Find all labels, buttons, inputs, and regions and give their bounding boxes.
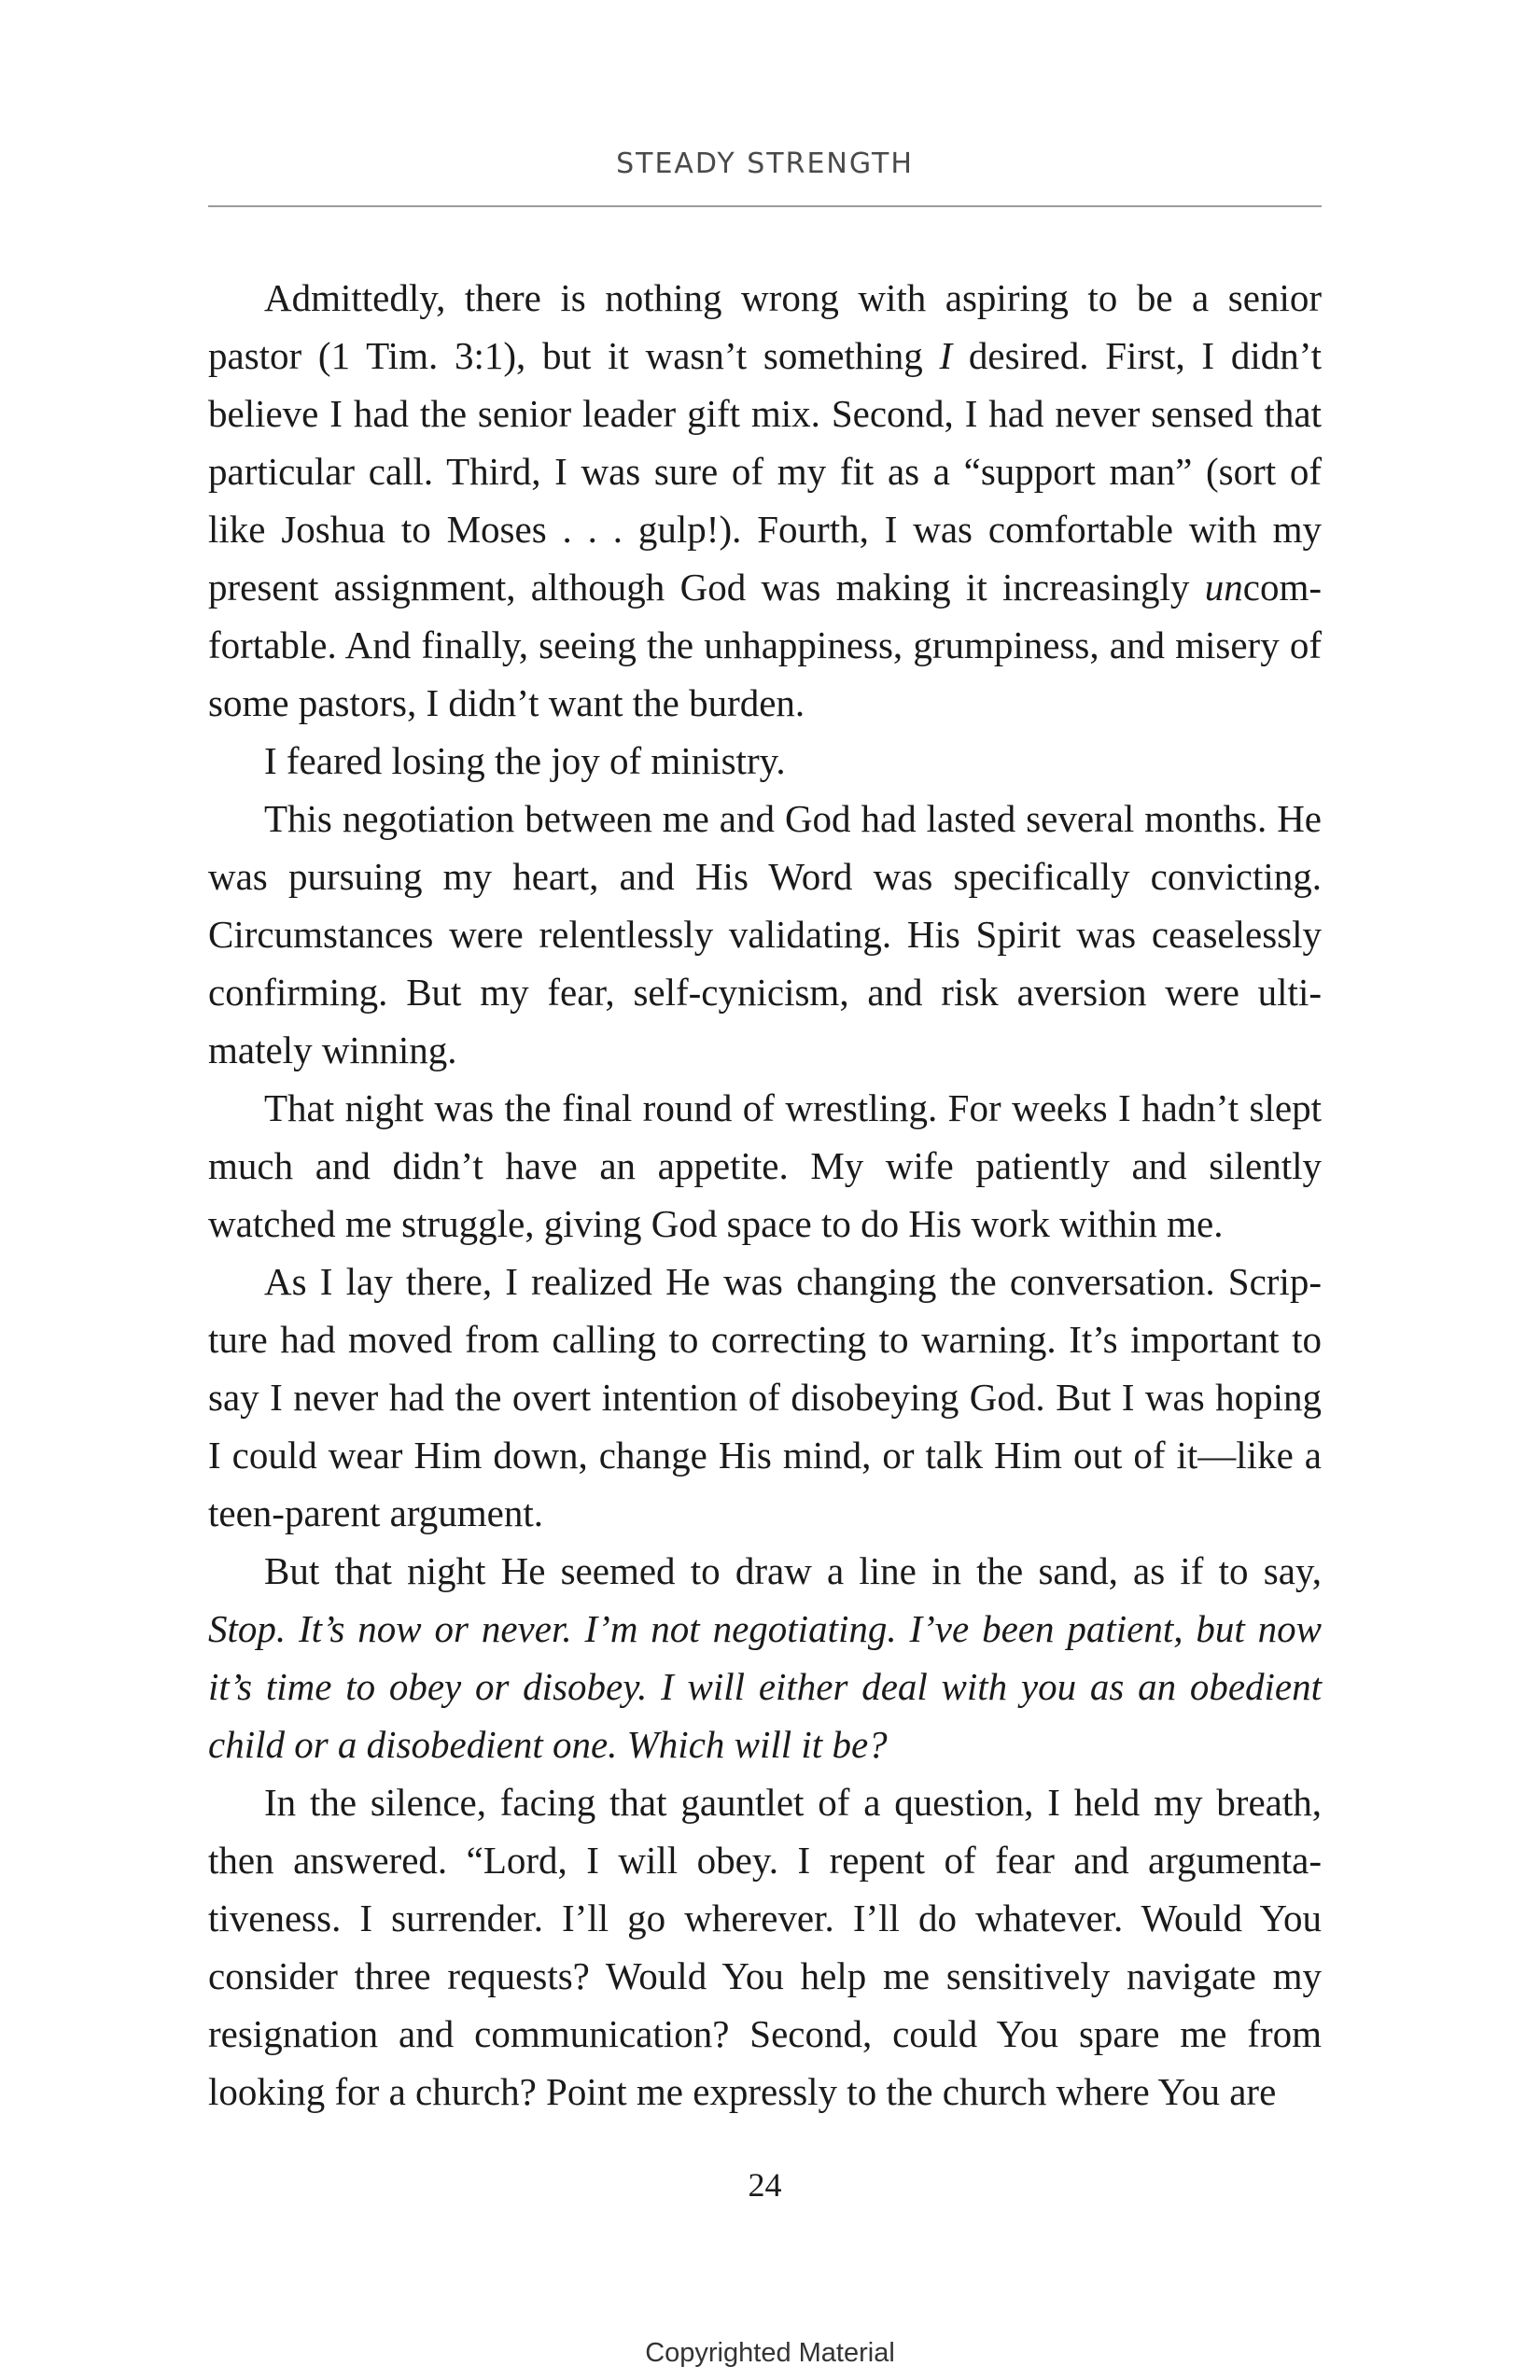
text-run-italic: un: [1204, 566, 1243, 609]
paragraph: [208, 790, 1322, 1079]
text-run-italic: I: [939, 334, 953, 377]
paragraph: [208, 1253, 1322, 1542]
text-run-italic: Stop. It’s now or never. I’m not negotiating. I’ve been patient, but now it’s time to obey or disobey. I will either deal with you as an obedient child or a disobedient one. Which will it be?: [208, 1607, 1322, 1766]
paragraph: [208, 1079, 1322, 1253]
text-run: Admittedly, there is nothing wrong with aspiring to be a senior pastor (1 Tim. 3:1), but it wasn’t something: [208, 276, 1322, 377]
paragraph: [208, 1773, 1322, 2121]
paragraph: [208, 1542, 1322, 1773]
text-run: comfortable. And finally, seeing the unhappiness, grumpiness, and misery of some pastors, I didn’t want the burden.: [208, 566, 1322, 724]
copyright-notice: Copyrighted Material: [645, 2338, 895, 2368]
text-run: As I lay there, I realized He was changing the conversation. Scripture had moved from calling to correcting to warning. It’s important to say I never had the overt intention of disobeying God. But I was hoping I could wear Him down, change His mind, or talk Him out of it—like a teen-parent argument.: [208, 1260, 1322, 1534]
text-run: In the silence, facing that gauntlet of a question, I held my breath, then answered. “Lord, I will obey. I repent of fear and argumentativeness. I surrender. I’ll go wherever. I’ll do whatever. Would You consider three requests? Would You help me sensitively navigate my resignation and communication? Second, could You spare me from looking for a church? Point me expressly to the church where You are: [208, 1781, 1322, 2113]
body-text: [208, 269, 1322, 2121]
text-run: That night was the final round of wrestling. For weeks I hadn’t slept much and didn’t have an appetite. My wife patiently and silently watched me struggle, giving God space to do His work within me.: [208, 1086, 1322, 1245]
text-run: desired. First, I didn’t believe I had the senior leader gift mix. Second, I had never sensed that particular call. Third, I was sure of my fit as a “support man” (sort of like Joshua to Moses . . . gulp!). Fourth, I was comfortable with my present assignment, although God was making it increasingly: [208, 334, 1323, 609]
paragraph: [208, 732, 1322, 790]
page-number: 24: [748, 2166, 782, 2204]
paragraph: [208, 269, 1322, 732]
text-run: I feared losing the joy of ministry.: [264, 739, 786, 782]
text-run: This negotiation between me and God had lasted several months. He was pursuing my heart, and His Word was specifically convicting. Circumstances were relentlessly validating. His Spirit was ceaselessly confirming. But my fear, self-cynicism, and risk aversion were ultimately winning.: [208, 797, 1322, 1071]
header-rule: [208, 205, 1322, 207]
running-head: STEADY STRENGTH: [616, 147, 914, 180]
text-run: But that night He seemed to draw a line in the sand, as if to say,: [264, 1549, 1322, 1592]
